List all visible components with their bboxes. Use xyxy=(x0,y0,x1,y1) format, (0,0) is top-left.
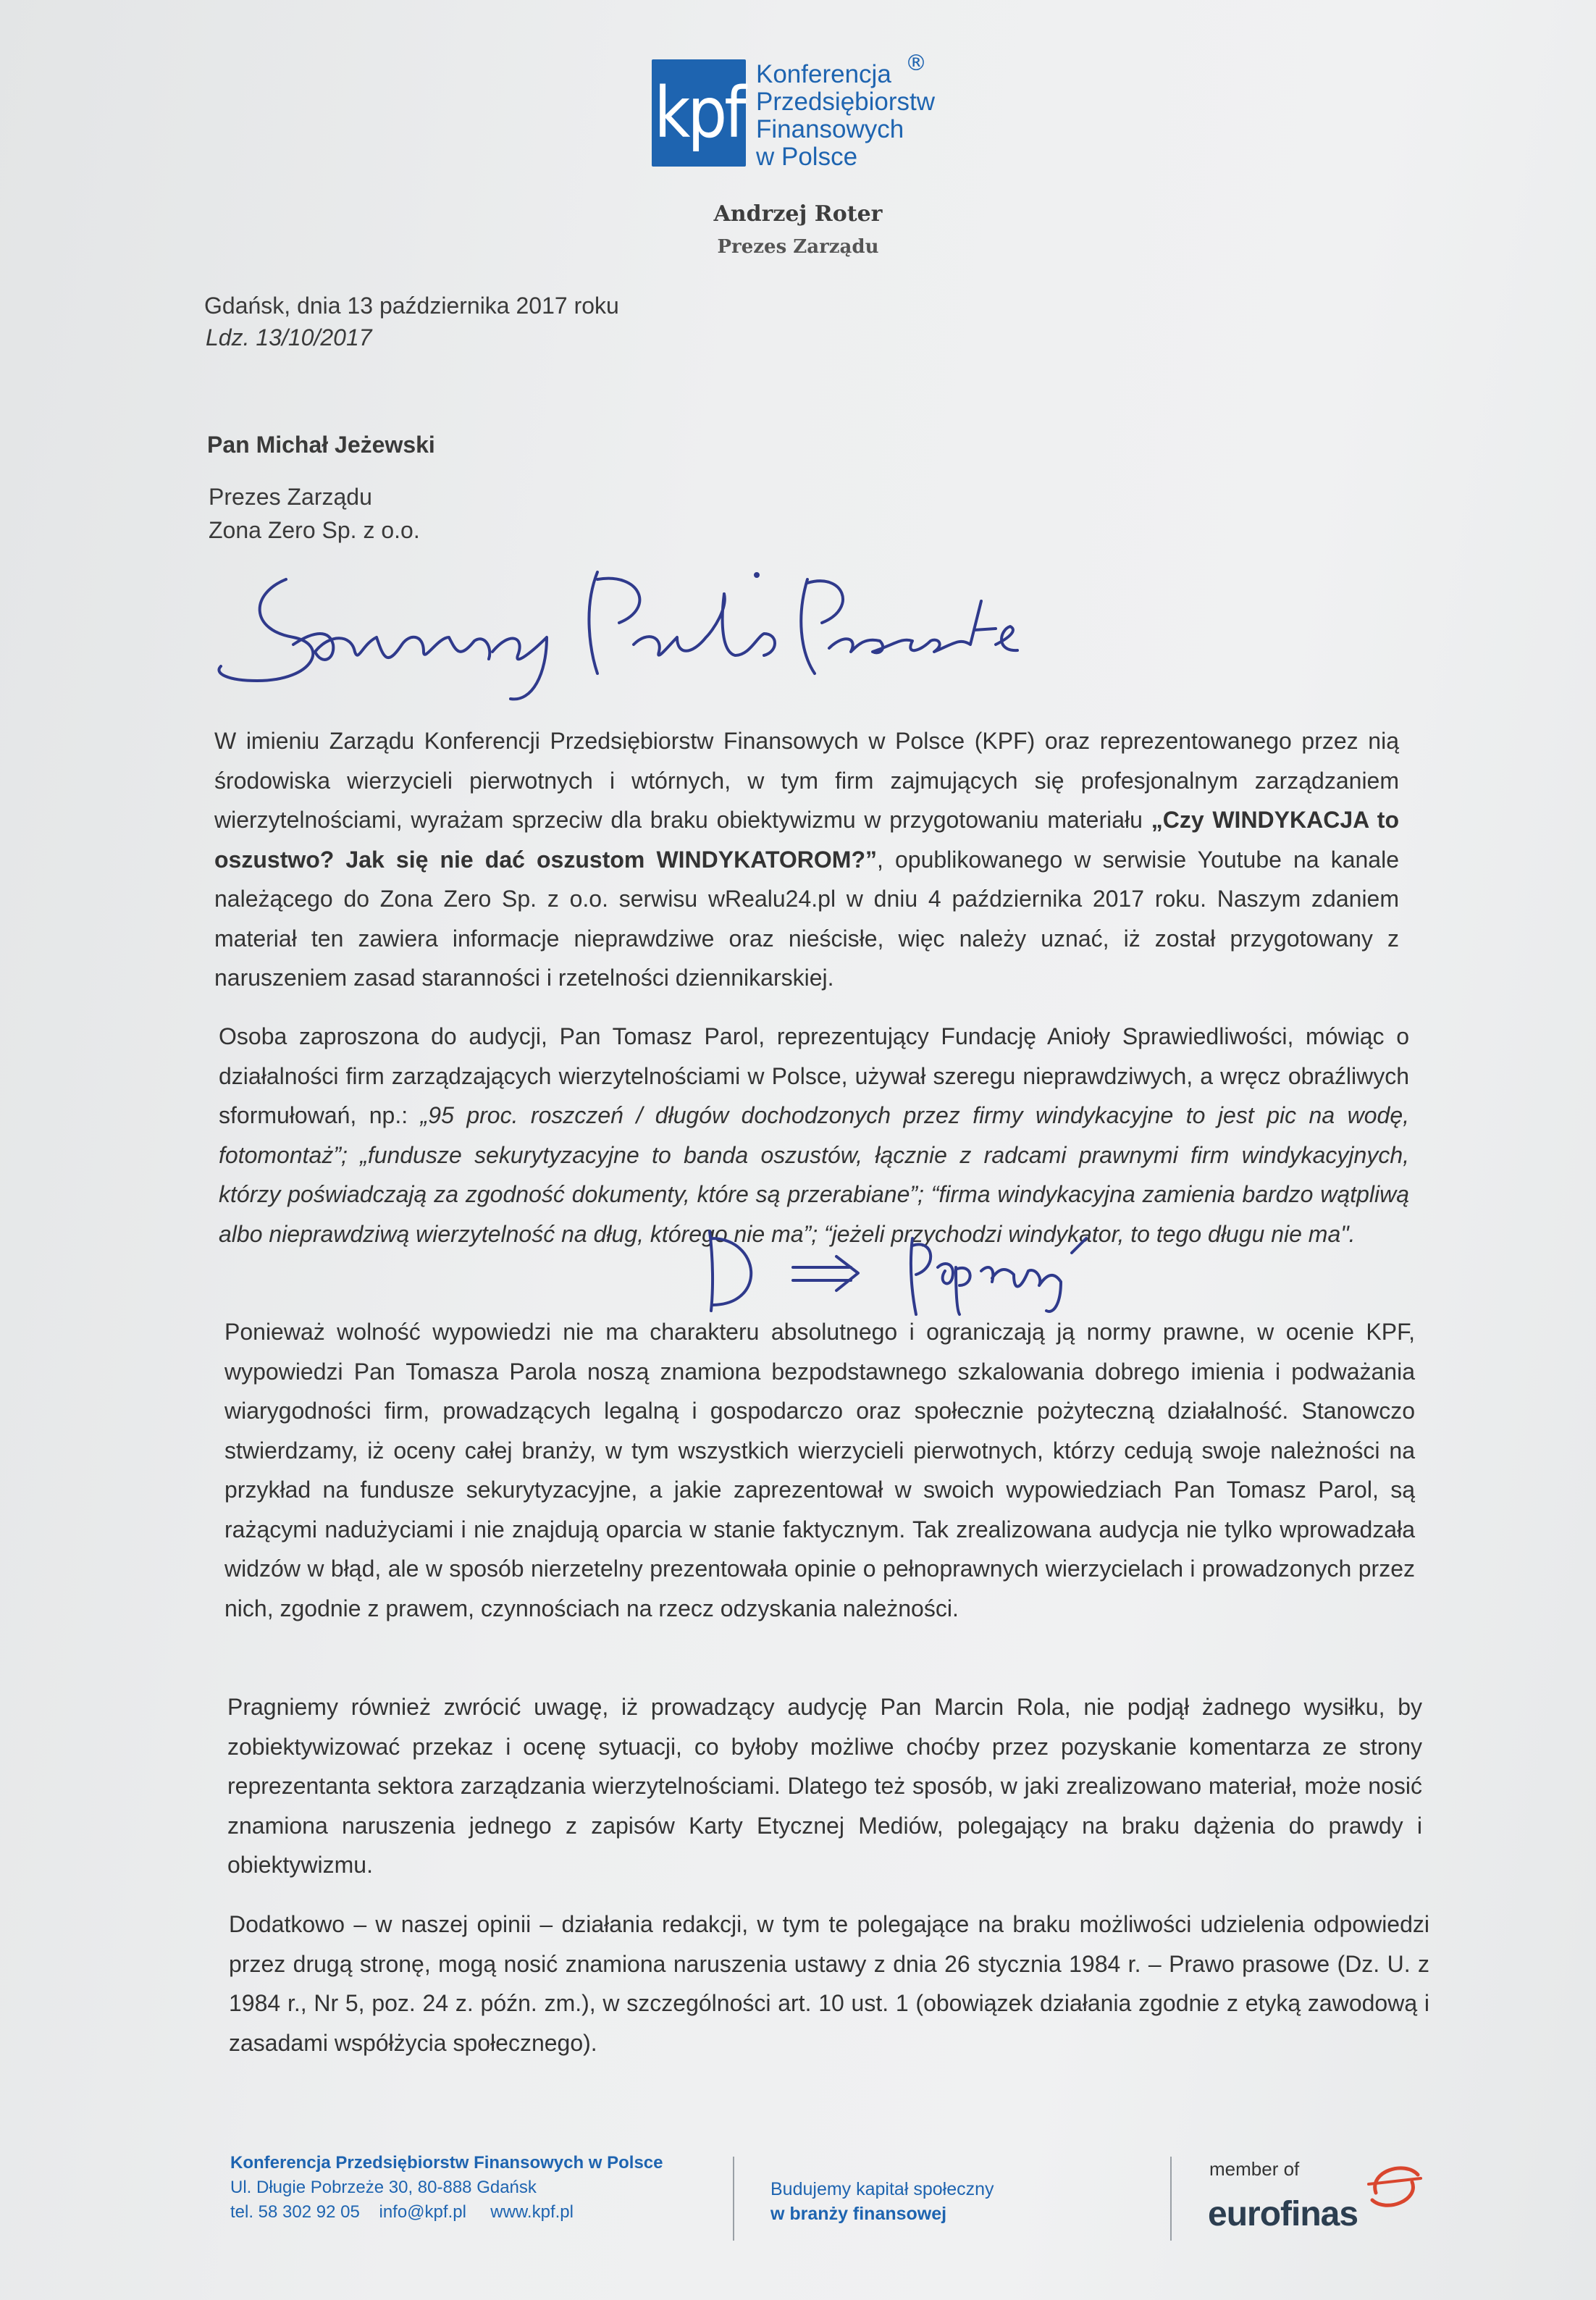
footer-divider xyxy=(1170,2157,1172,2241)
body-paragraph-4: Pragniemy również zwrócić uwagę, iż prowadzący audycję Pan Marcin Rola, nie podjął żadnego wysiłku, by zobiektywizować przekaz i ocenę sytuacji, co byłoby możliwe choćby przez pozyskanie komentarza ze strony reprezentanta sektora zarządzania wierzytelnościami. Dlatego też sposób, w jaki zrealizowano materiał, może nosić znamiona naruszenia jednego z zapisów Karty Etycznej Mediów, polegający na braku dążenia do prawdy i obiektywizmu. xyxy=(227,1694,1422,1878)
handwritten-margin-note xyxy=(695,1224,1101,1318)
logo-line-4: w Polsce xyxy=(756,143,858,171)
kpf-logo xyxy=(652,51,956,172)
footer-org-name: Konferencja Przedsiębiorstw Finansowych w Polsce xyxy=(230,2153,663,2173)
footer-slogan xyxy=(770,2177,994,2226)
eurofinas-logo-text: eurofinas xyxy=(1208,2195,1358,2233)
place-date: Gdańsk, dnia 13 października 2017 roku xyxy=(204,293,619,319)
kpf-logo-mark: kpf xyxy=(652,59,746,167)
p2-quotes: „95 proc. roszczeń / długów dochodzonych przez firmy windykacyjne to jest pic na wodę, fotomontaż”; „fundusze sekurytyzacyjne to banda oszustów, łącznie z radcami prawnymi firm windykacyjnych, którzy poświadczają za zgodność dokumenty, które są przerabiane”; “firma windykacyjna zamienia bardzo wątpliwą albo nieprawdziwą wierzytelność na dług, którego nie ma”; “jeżeli przychodzi windykator, to tego długu nie ma". xyxy=(219,1102,1410,1247)
recipient-role: Prezes Zarządu xyxy=(209,484,372,510)
recipient-name: Pan Michał Jeżewski xyxy=(207,432,435,458)
logo-line-3: Finansowych xyxy=(756,115,904,143)
sender-name: Andrzej Roter xyxy=(713,201,883,227)
footer-address: Ul. Długie Pobrzeże 30, 80-888 Gdańsk xyxy=(230,2178,537,2197)
footer-slogan-line-2: w branży finansowej xyxy=(770,2204,947,2224)
body-paragraph-1 xyxy=(214,721,1399,998)
member-of-label: member of xyxy=(1209,2158,1300,2180)
recipient-company: Zona Zero Sp. z o.o. xyxy=(209,517,420,543)
p1-text-a: W imieniu Zarządu Konferencji Przedsiębiorstw Finansowych w Polsce (KPF) oraz reprezentowanego przez nią środowiska wierzycieli pierwotnych i wtórnych, w tym firm zajmujących się profesjonalnym zarządzaniem wierzytelnościami, wyrażam sprzeciw dla braku obiektywizmu w przygotowaniu materiału xyxy=(214,728,1399,833)
footer-contact-line: tel. 58 302 92 05 info@kpf.pl www.kpf.pl xyxy=(230,2202,574,2222)
body-paragraph-3: Ponieważ wolność wypowiedzi nie ma charakteru absolutnego i ograniczają ją normy prawne, w ocenie KPF, wypowiedzi Pan Tomasza Parola noszą znamiona bezpodstawnego szkalowania dobrego imienia i podważania wiarygodności firm, prowadzących legalną i gospodarczo oraz społecznie pożyteczną działalność. Stanowczo stwierdzamy, iż oceny całej branży, w tym wszystkich wierzycieli pierwotnych, którzy cedują swoje należności na przykład na fundusze sekurytyzacyjne, a jakie zaprezentował w swoich wypowiedziach Pan Tomasz Parol, są rażącymi nadużyciami i nie znajdują oparcia w stanie faktycznym. Tak zrealizowana audycja nie tylko wprowadzała widzów w błąd, ale w sposób nierzetelny prezentowała opinie o pełnoprawnych wierzycielach i prowadzonych przez nich, zgodnie z prawem, czynnościach na rzecz odzyskania należności. xyxy=(224,1319,1415,1621)
p1-material-title: „Czy WINDYKACJA to oszustwo? Jak się nie dać oszustom WINDYKATOROM?” xyxy=(214,807,1400,873)
handwritten-salutation xyxy=(206,565,1075,702)
p1-text-c: , opublikowanego w serwisie Youtube na kanale należącego do Zona Zero Sp. z o.o. serwisu wRealu24.pl w dniu 4 października 2017 roku. Naszym zdaniem materiał ten zawiera informacje nieprawdziwe oraz nieścisłe, więc należy uznać, iż został przygotowany z naruszeniem zasad staranności i rzetelności dziennikarskiej. xyxy=(214,846,1400,991)
body-paragraph-5: Dodatkowo – w naszej opinii – działania redakcji, w tym te polegające na braku możliwości udzielenia odpowiedzi przez drugą stronę, mogą nosić znamiona naruszenia ustawy z dnia 26 stycznia 1984 r. – Prawo prasowe (Dz. U. z 1984 r., Nr 5, poz. 24 z. późn. zm.), w szczególności art. 10 ust. 1 (obowiązek działania zgodnie z etyką zawodową i zasadami współżycia społecznego). xyxy=(229,1911,1429,2056)
sender-role: Prezes Zarządu xyxy=(717,236,879,258)
eurofinas-logo-icon xyxy=(1361,2157,1427,2215)
footer-divider xyxy=(733,2157,734,2241)
logo-line-1: Konferencja xyxy=(756,60,891,88)
footer-contact xyxy=(230,2151,663,2225)
body-paragraph-2 xyxy=(219,1017,1409,1254)
registered-mark: ® xyxy=(905,51,927,76)
p2-text-a: Osoba zaproszona do audycji, Pan Tomasz Parol, reprezentujący Fundację Anioły Sprawiedliwości, mówiąc o działalności firm zarządzających wierzytelnościami w Polsce, używał szeregu nieprawdziwych, a wręcz obraźliwych sformułowań, np.: xyxy=(219,1023,1409,1128)
logo-line-2: Przedsiębiorstw xyxy=(756,88,936,116)
reference-number: Ldz. 13/10/2017 xyxy=(206,324,372,351)
footer-slogan-line-1: Budujemy kapitał społeczny xyxy=(770,2179,994,2199)
kpf-logo-wordmark xyxy=(756,61,959,171)
